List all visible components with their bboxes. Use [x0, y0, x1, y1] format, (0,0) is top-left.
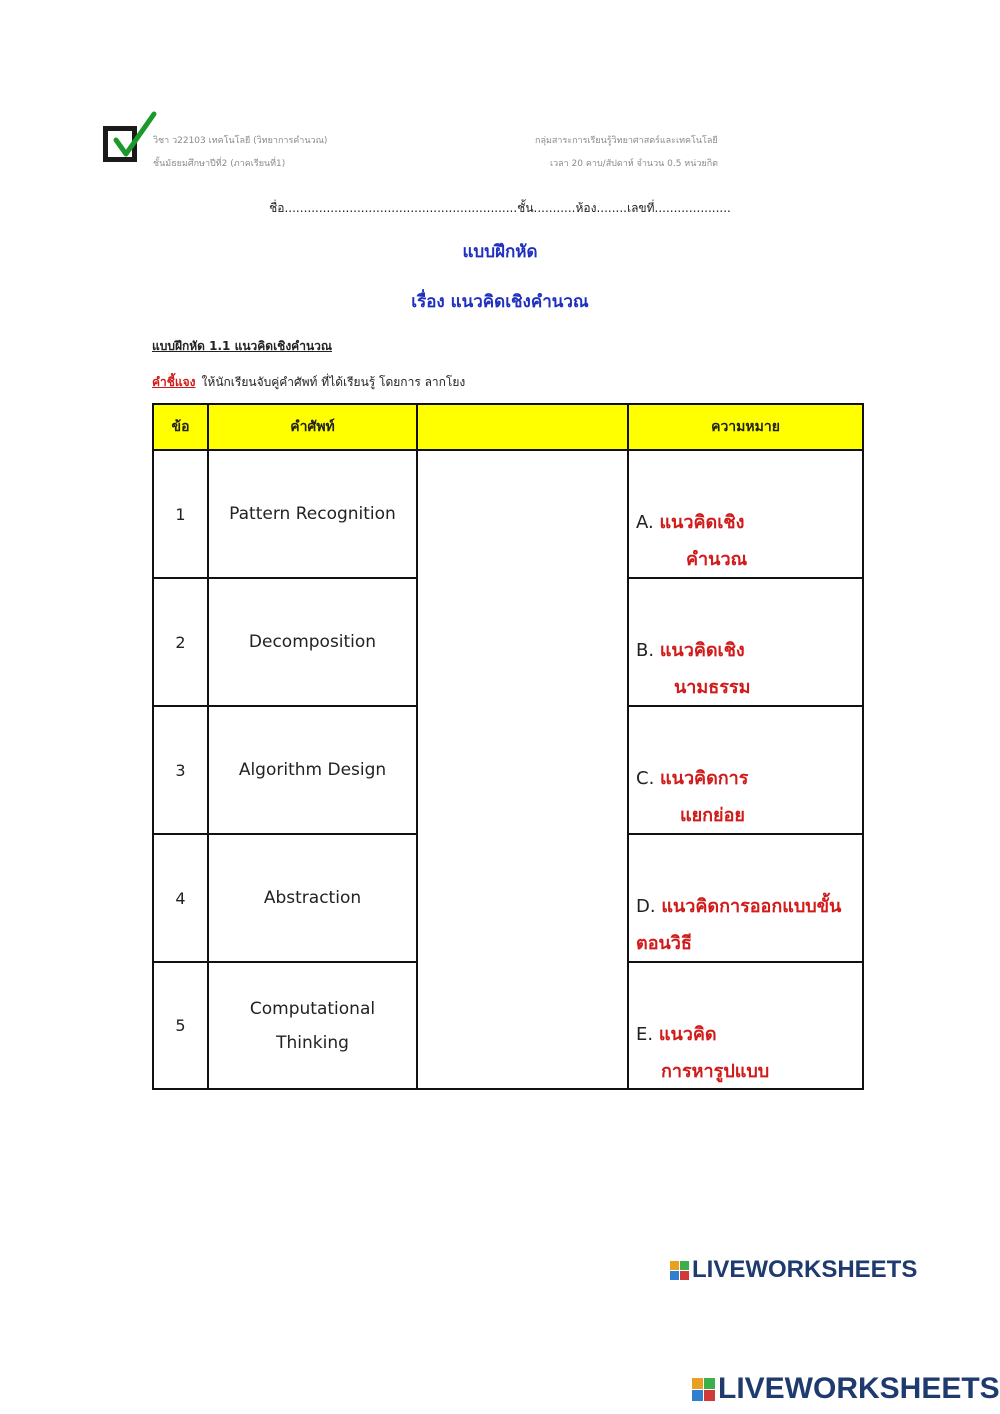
- term-algorithm-design[interactable]: Algorithm Design: [207, 705, 418, 835]
- meaning-e-line2: การหารูปแบบ: [661, 1061, 770, 1082]
- header-meaning: ความหมาย: [627, 403, 864, 451]
- page-subtitle: เรื่อง แนวคิดเชิงคำนวณ: [411, 292, 589, 312]
- meaning-e[interactable]: [627, 961, 864, 1090]
- meaning-c-line1: แนวคิดการ: [660, 768, 749, 789]
- term-abstraction[interactable]: Abstraction: [207, 833, 418, 963]
- row-number-5: 5: [152, 961, 209, 1090]
- meaning-d[interactable]: [627, 833, 864, 963]
- term-5-line2: Thinking: [276, 1032, 349, 1053]
- header-subject: วิชา ว22103 เทคโนโลยี (วิทยาการคำนวณ): [153, 136, 328, 146]
- liveworksheets-logo-icon: [670, 1261, 689, 1280]
- matching-area[interactable]: [416, 449, 629, 1090]
- instruction: [152, 373, 465, 392]
- meaning-d-line2: ตอนวิธี: [636, 933, 692, 954]
- meaning-b-line2: นามธรรม: [674, 677, 751, 698]
- row-number-3: 3: [152, 705, 209, 835]
- meaning-a-letter: A.: [636, 512, 654, 533]
- meaning-a[interactable]: [627, 449, 864, 579]
- header-department: กลุ่มสาระการเรียนรู้วิทยาศาสตร์และเทคโนโลยี: [535, 136, 718, 146]
- page-title: แบบฝึกหัด: [462, 242, 538, 262]
- header-time-credit: เวลา 20 คาบ/สัปดาห์ จำนวน 0.5 หน่วยกิต: [550, 159, 719, 169]
- exercise-title: แบบฝึกหัด 1.1 แนวคิดเชิงคำนวณ: [152, 339, 333, 353]
- header-blank: [416, 403, 629, 451]
- student-info-line: ชื่อ.............................................................ชั้น...........ห้อง........เลขที่....................: [269, 201, 731, 215]
- meaning-a-line1: แนวคิดเชิง: [659, 512, 745, 533]
- checkmark-icon: [104, 110, 160, 170]
- meaning-e-letter: E.: [636, 1024, 654, 1045]
- row-number-2: 2: [152, 577, 209, 707]
- footer-watermark-text: LIVEWORKSHEETS: [718, 1372, 1000, 1405]
- term-pattern-recognition[interactable]: Pattern Recognition: [207, 449, 418, 579]
- meaning-c-line2: แยกย่อย: [680, 805, 745, 826]
- meaning-a-line2: คำนวณ: [686, 549, 748, 570]
- header-term: คำศัพท์: [207, 403, 418, 451]
- row-number-4: 4: [152, 833, 209, 963]
- meaning-e-line1: แนวคิด: [658, 1024, 717, 1045]
- liveworksheets-footer-watermark: [692, 1372, 1000, 1406]
- term-computational-thinking[interactable]: [207, 961, 418, 1090]
- header-grade: ชั้นมัธยมศึกษาปีที่2 (ภาคเรียนที่1): [153, 159, 286, 169]
- term-5-line1: Computational: [249, 998, 376, 1019]
- meaning-c-letter: C.: [636, 768, 655, 789]
- row-number-1: 1: [152, 449, 209, 579]
- meaning-c[interactable]: [627, 705, 864, 835]
- term-decomposition[interactable]: Decomposition: [207, 577, 418, 707]
- meaning-b-letter: B.: [636, 640, 655, 661]
- liveworksheets-watermark: [670, 1256, 917, 1284]
- meaning-b-line1: แนวคิดเชิง: [659, 640, 745, 661]
- header-number: ข้อ: [152, 403, 209, 451]
- meaning-d-line1: แนวคิดการออกแบบขั้น: [661, 896, 842, 917]
- meaning-b[interactable]: [627, 577, 864, 707]
- liveworksheets-footer-logo-icon: [692, 1378, 715, 1401]
- instruction-label: คำชี้แจง: [152, 375, 196, 389]
- meaning-d-letter: D.: [636, 896, 656, 917]
- instruction-text: ให้นักเรียนจับคู่คำศัพท์ ที่ได้เรียนรู้ โดยการ ลากโยง: [201, 375, 466, 389]
- watermark-text: LIVEWORKSHEETS: [692, 1256, 918, 1283]
